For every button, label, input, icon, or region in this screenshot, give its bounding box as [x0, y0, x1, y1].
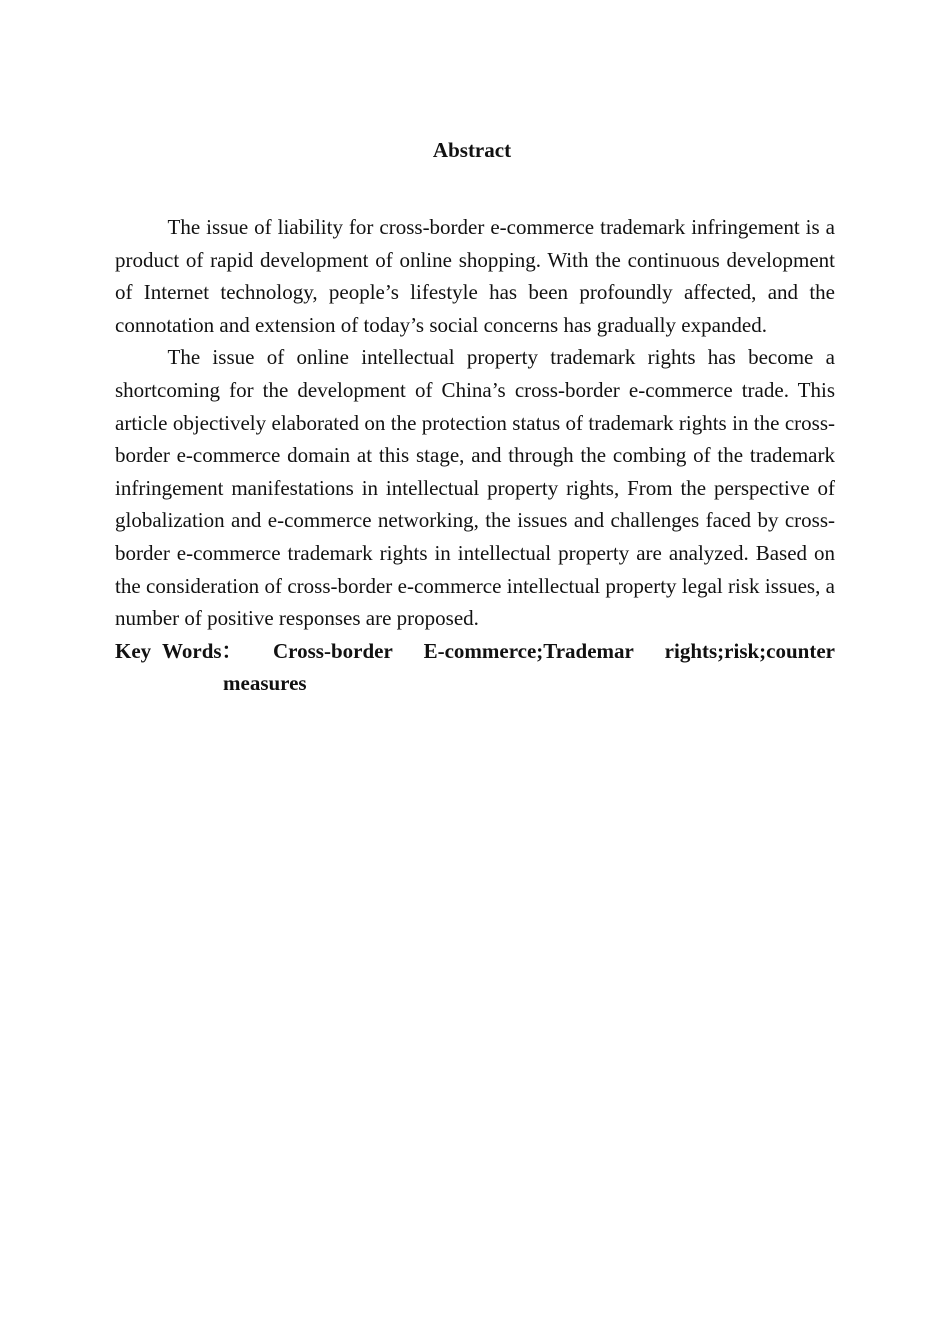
- abstract-paragraph-1: The issue of liability for cross-border e-commerce trademark infringement is a product of rapid development of online shopping. With the continuous development of Internet technology, people’s lifestyle has been profoundly affected, and the connotation and extension of today’s social concerns has gradually expanded.: [115, 215, 835, 337]
- page-title: Abstract: [432, 138, 512, 162]
- abstract-paragraph-2: The issue of online intellectual property trademark rights has become a shortcoming for the development of China’s cross-border e-commerce trade. This article objectively elaborated on the protection status of trademark rights in the cross-border e-commerce domain at this stage, and through the combing of the trademark infringement manifestations in intellectual property rights, From the perspective of globalization and e-commerce networking, the issues and challenges faced by cross-border e-commerce trademark rights in intellectual property are analyzed. Based on the consideration of cross-border e-commerce intellectual property legal risk issues, a number of positive responses are proposed.: [115, 345, 835, 631]
- abstract-body: [115, 211, 835, 700]
- keywords-line: [115, 635, 835, 700]
- keywords-label: Key Words：: [115, 638, 243, 663]
- keywords-text: Cross-border E-commerce;Trademar rights;risk;counter measures: [223, 638, 835, 696]
